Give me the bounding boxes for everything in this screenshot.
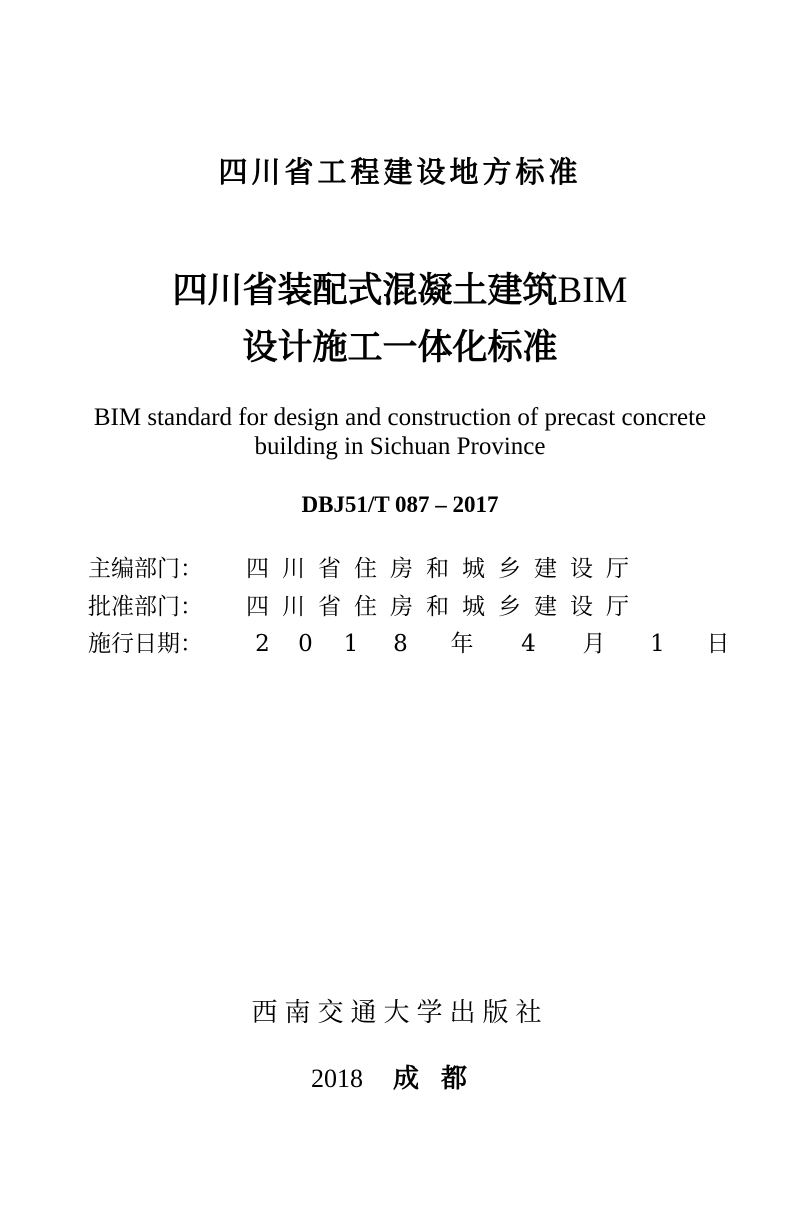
document-title-bim: BIM bbox=[557, 270, 628, 311]
date-char: 2 bbox=[255, 631, 270, 657]
chief-department-label: 主编部门： bbox=[88, 556, 203, 582]
approval-department-value: 四川省住房和城乡建设厅 bbox=[246, 594, 642, 620]
publication-year: 2018 bbox=[310, 1064, 363, 1093]
publication-city: 成都 bbox=[392, 1064, 489, 1094]
date-char: 月 bbox=[582, 631, 606, 657]
document-title-chinese: 四川省装配式混凝土建筑 bbox=[172, 271, 558, 311]
date-char: 4 bbox=[521, 631, 536, 657]
effective-date-label: 施行日期： bbox=[88, 631, 203, 657]
date-char: 1 bbox=[343, 631, 359, 657]
standard-code: DBJ51/T 087 – 2017 bbox=[301, 492, 499, 517]
publication-footer bbox=[0, 1062, 800, 1096]
document-title-line-2: 设计施工一体化标准 bbox=[242, 328, 558, 368]
date-char: 日 bbox=[706, 631, 730, 657]
english-title-line-2: building in Sichuan Province bbox=[254, 433, 546, 460]
effective-date-value bbox=[244, 627, 747, 661]
date-char: 1 bbox=[650, 631, 665, 657]
date-char: 8 bbox=[393, 631, 408, 657]
date-char: 年 bbox=[450, 631, 474, 657]
approval-department-label: 批准部门： bbox=[88, 594, 203, 620]
chief-department-value: 四川省住房和城乡建设厅 bbox=[246, 556, 642, 582]
document-title-line-1 bbox=[0, 266, 800, 316]
english-title-line-1: BIM standard for design and construction of precast concrete bbox=[93, 404, 707, 431]
series-title: 四川省工程建设地方标准 bbox=[218, 155, 582, 189]
publisher-name: 西南交通大学出版社 bbox=[251, 998, 549, 1028]
date-char: 0 bbox=[298, 631, 313, 657]
